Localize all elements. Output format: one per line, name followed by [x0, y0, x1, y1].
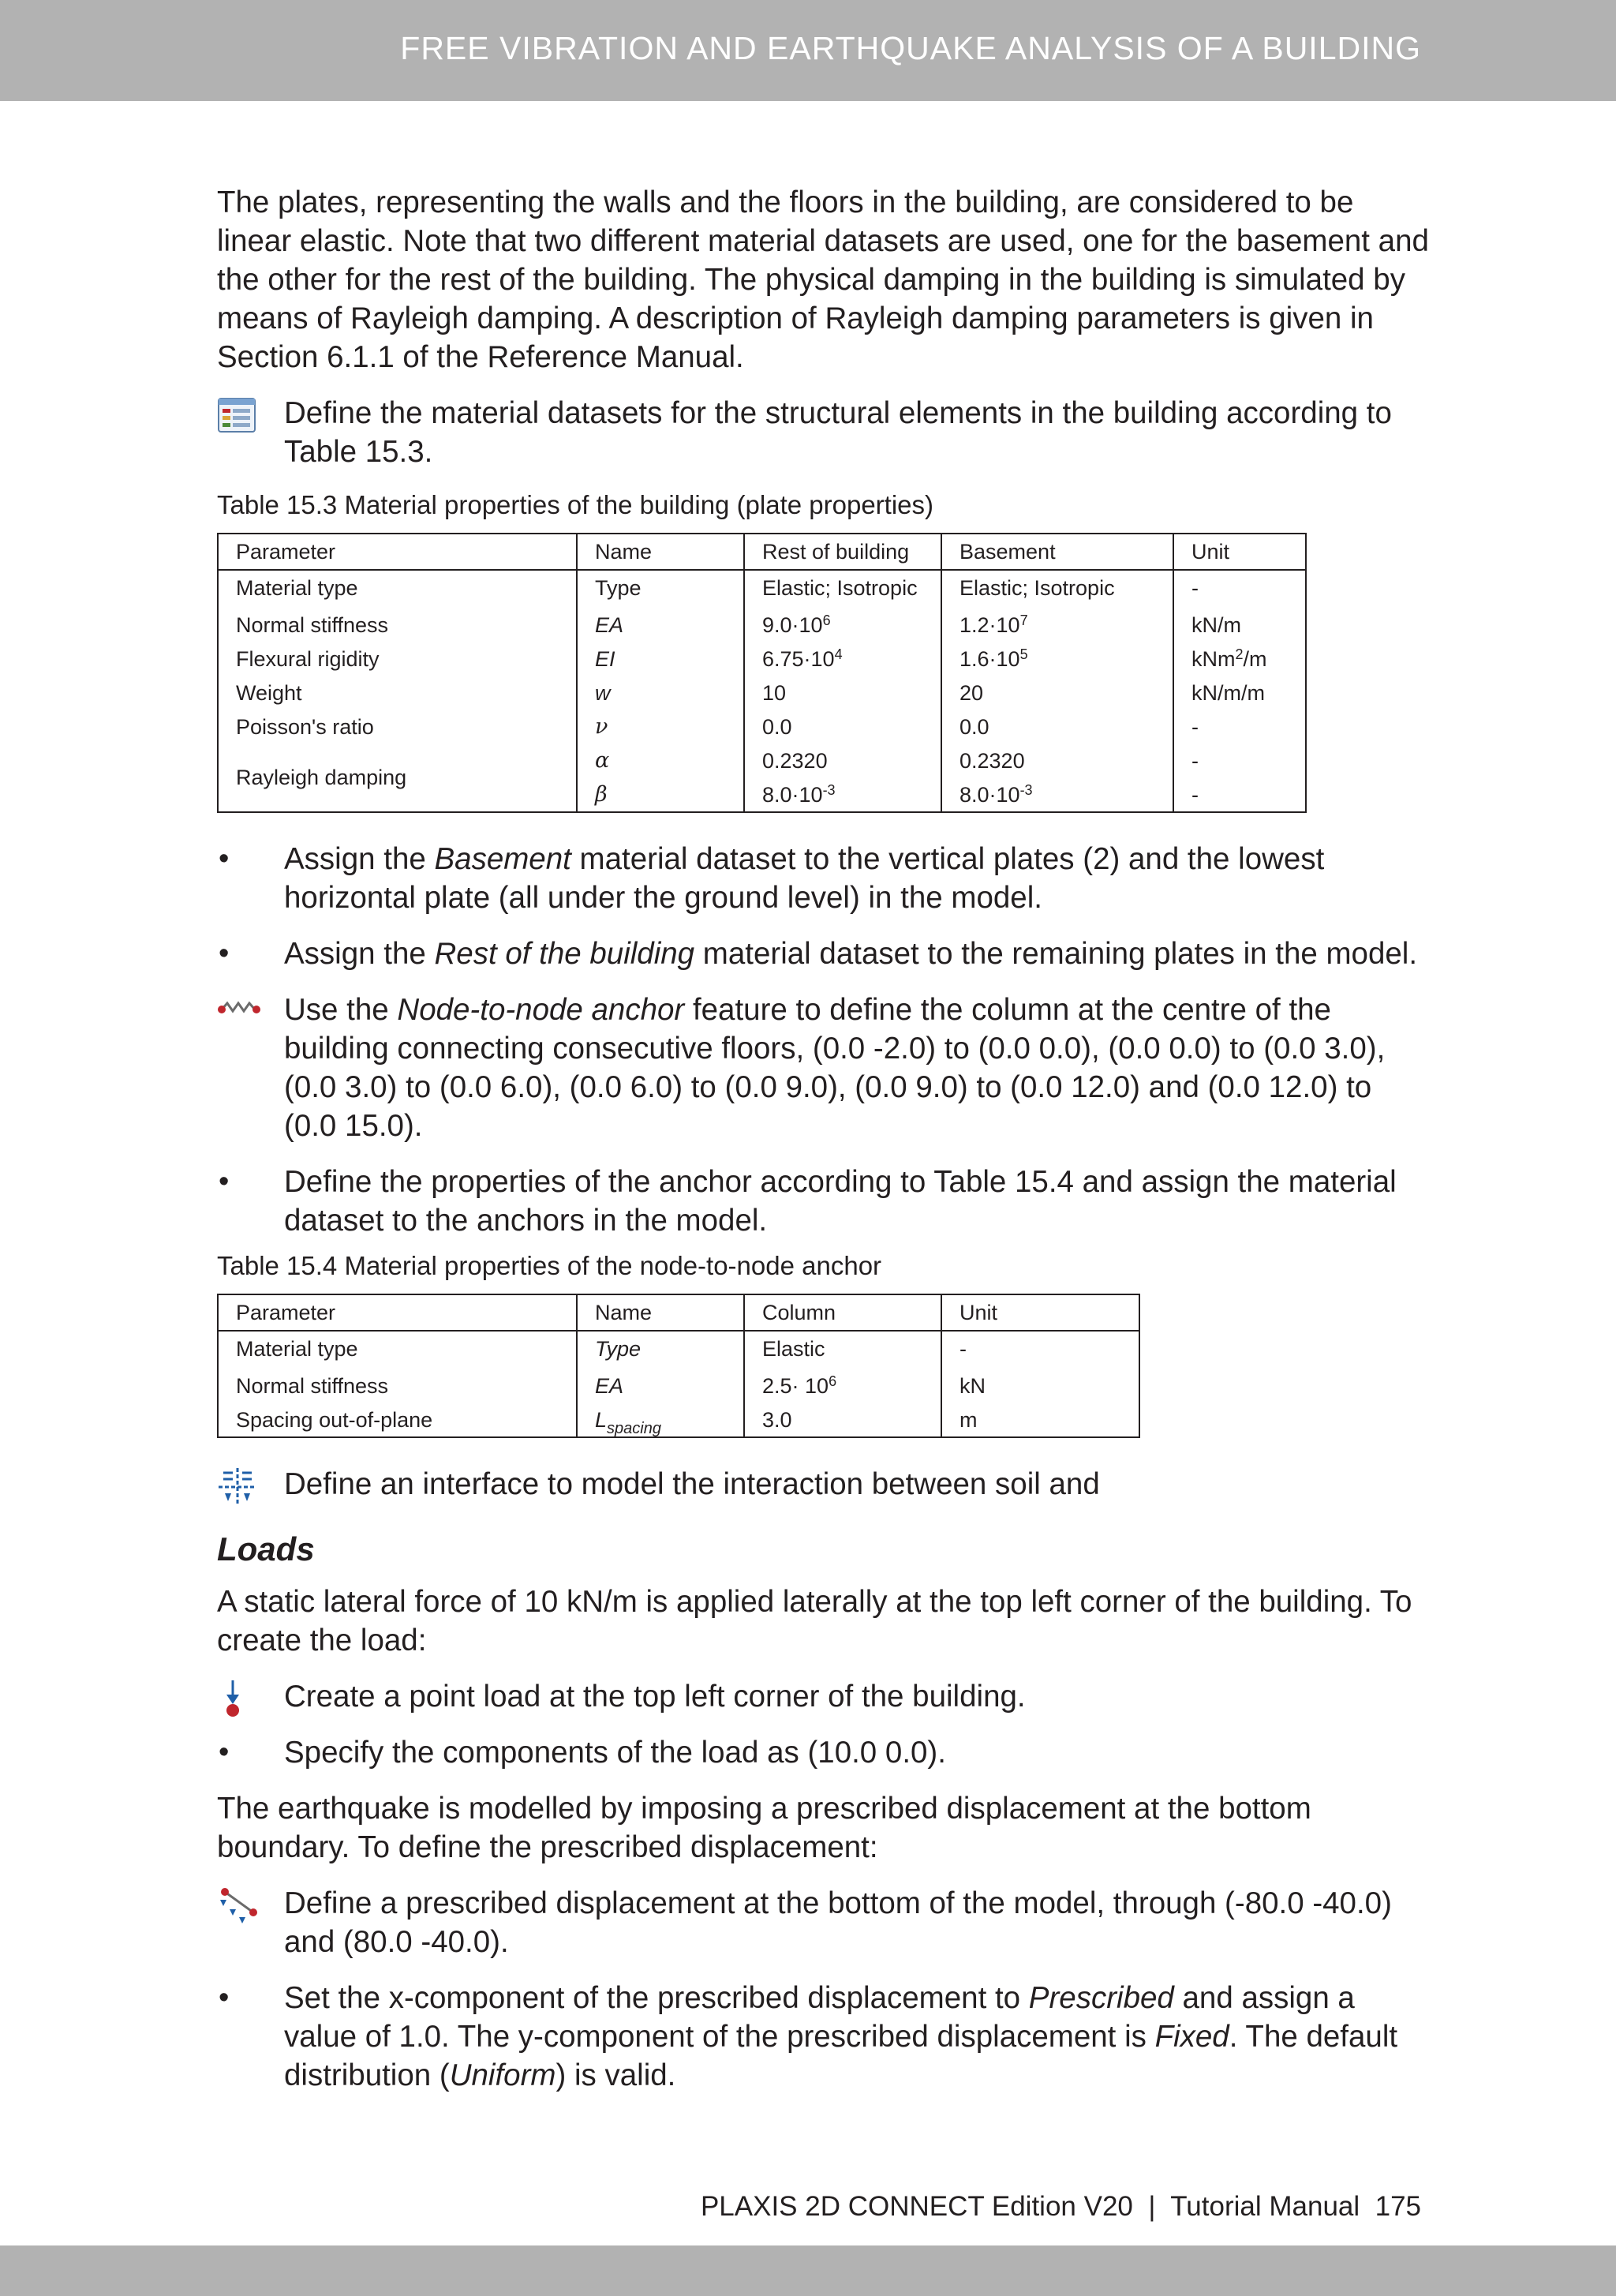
col-name: Name [577, 1294, 744, 1331]
cell-basement: Elastic; Isotropic [941, 570, 1173, 605]
prescribed-displacement-icon [217, 1886, 264, 1922]
table-header-row [218, 1294, 1139, 1331]
cell-name: α [577, 743, 744, 777]
cell-unit: - [1191, 782, 1199, 807]
table-header-row [218, 534, 1306, 570]
cell-basement: 0.0 [941, 710, 1173, 743]
bullet-anchor-props: • Define the properties of the anchor according to Table 15.4 and assign the material dataset to the anchors in the model. [217, 1163, 1432, 1240]
cell-parameter: Material type [218, 570, 577, 605]
step-define-materials [217, 394, 1432, 471]
step-define-materials-text: Define the material datasets for the structural elements in the building according to Table 15.3. [284, 396, 1392, 469]
material-sets-icon [217, 395, 264, 432]
cell-name: Type [577, 570, 744, 605]
cell-name: w [577, 676, 744, 710]
bullet-x-component: • Set the x-component of the prescribed displacement to Prescribed and assign a value of 1.0. The y-component of the prescribed displacement is Fixed. The default distribution (Uniform) is valid. [217, 1979, 1432, 2095]
cell-unit: kN/m/m [1191, 680, 1265, 705]
cell-unit: - [1191, 714, 1199, 739]
table-row [218, 1365, 1139, 1403]
section-title-loads: Loads [217, 1530, 315, 1567]
cell-rest: 0.0 [744, 710, 941, 743]
header-bar [0, 0, 1616, 101]
table-row [218, 676, 1306, 710]
cell-name: $L_{spacing}$ [577, 1403, 744, 1437]
table-row [218, 710, 1306, 743]
table-15-4-caption: Table 15.4 Material properties of the node-to-node anchor [217, 1251, 882, 1280]
point-load-icon [217, 1679, 264, 1715]
bullet-components: • Specify the components of the load as (10.0 0.0). [217, 1733, 1432, 1772]
bullet-icon: • [219, 937, 230, 970]
cell-name: ν [577, 710, 744, 743]
cell-unit: kNm$^2$/m [1191, 646, 1267, 671]
earthquake-intro: The earthquake is modelled by imposing a prescribed displacement at the bottom boundary. To define the prescribed displacement: [217, 1792, 1311, 1864]
cell-name: EI [577, 642, 744, 676]
cell-column: Elastic [744, 1331, 941, 1365]
page-footer: PLAXIS 2D CONNECT Edition V20 | Tutorial Manual 175 [700, 2191, 1421, 2222]
table-row [218, 570, 1306, 605]
cell-column: 3.0 [744, 1403, 941, 1437]
col-unit: Unit [941, 1294, 1139, 1331]
cell-unit: m [960, 1407, 978, 1432]
col-basement: Basement [941, 534, 1173, 570]
step-point-load: Create a point load at the top left corner of the building. [217, 1677, 1432, 1716]
cell-parameter: Normal stiffness [218, 605, 577, 642]
cell-parameter: Normal stiffness [218, 1365, 577, 1403]
table-row [218, 642, 1306, 676]
table-row [218, 1331, 1139, 1365]
col-column: Column [744, 1294, 941, 1331]
cell-unit: kN [960, 1373, 986, 1398]
cell-basement: $1.2\cdot 10^7$ [941, 605, 1173, 642]
node-to-node-anchor-icon [217, 992, 264, 1028]
cell-parameter: Weight [218, 676, 577, 710]
cell-parameter: Poisson's ratio [218, 710, 577, 743]
cell-column: $2.5\cdot 10^6$ [744, 1365, 941, 1403]
table-15-3-caption: Table 15.3 Material properties of the building (plate properties) [217, 490, 934, 519]
cell-rest: $8.0\cdot 10^{-3}$ [744, 777, 941, 812]
loads-intro: A static lateral force of 10 kN/m is applied laterally at the top left corner of the building. To create the load: [217, 1585, 1412, 1657]
cell-unit: - [960, 1336, 967, 1361]
cell-name: β [577, 777, 744, 812]
table-row [218, 1403, 1139, 1437]
cell-basement: 20 [941, 676, 1173, 710]
cell-basement: $8.0\cdot 10^{-3}$ [941, 777, 1173, 812]
cell-rest: $9.0\cdot 10^6$ [744, 605, 941, 642]
cell-basement: 0.2320 [941, 743, 1173, 777]
table-15-3 [217, 533, 1307, 813]
col-unit: Unit [1173, 534, 1306, 570]
col-parameter: Parameter [218, 1294, 577, 1331]
cell-parameter: Flexural rigidity [218, 642, 577, 676]
page-content [217, 183, 1432, 2112]
cell-name: EA [577, 605, 744, 642]
interface-icon [217, 1466, 264, 1503]
cell-parameter: Spacing out-of-plane [218, 1403, 577, 1437]
bullet-basement: • Assign the Basement material dataset to the vertical plates (2) and the lowest horizontal plate (all under the ground level) in the model. [217, 840, 1432, 917]
cell-basement: $1.6\cdot 10^5$ [941, 642, 1173, 676]
bullet-icon: • [219, 842, 230, 875]
bullet-icon: • [219, 1981, 230, 2014]
cell-unit: kN/m [1191, 612, 1241, 637]
cell-unit: - [1191, 748, 1199, 773]
col-parameter: Parameter [218, 534, 577, 570]
table-row [218, 743, 1306, 777]
bullet-rest: • Assign the Rest of the building material dataset to the remaining plates in the model. [217, 935, 1432, 973]
intro-paragraph: The plates, representing the walls and the floors in the building, are considered to be linear elastic. Note that two different material datasets are used, one for the basement and the other for the rest of the building. The physical damping in the building is simulated by means of Rayleigh damping. A description of Rayleigh damping parameters is given in Section 6.1.1 of the Reference Manual. [217, 185, 1429, 374]
col-name: Name [577, 534, 744, 570]
cell-rest: Elastic; Isotropic [744, 570, 941, 605]
running-header: FREE VIBRATION AND EARTHQUAKE ANALYSIS OF A BUILDING [400, 30, 1421, 66]
cell-rest: 10 [744, 676, 941, 710]
step-interface: Define an interface to model the interaction between soil and [217, 1465, 1432, 1504]
cell-parameter: Rayleigh damping [218, 743, 577, 812]
table-15-4 [217, 1294, 1140, 1438]
bullet-icon: • [219, 1165, 230, 1198]
cell-name: Type [577, 1331, 744, 1365]
bullet-icon: • [219, 1736, 230, 1769]
cell-rest: 0.2320 [744, 743, 941, 777]
cell-rest: $6.75\cdot 10^4$ [744, 642, 941, 676]
step-prescribed: Define a prescribed displacement at the bottom of the model, through (-80.0 -40.0) and (80.0 -40.0). [217, 1884, 1432, 1961]
step-anchor: Use the Node-to-node anchor feature to define the column at the centre of the building connecting consecutive floors, (0.0 -2.0) to (0.0 0.0), (0.0 0.0) to (0.0 3.0), (0.0 3.0) to (0.0 6.0), (0.0 6.0) to (0.0 9.0), (0.0 9.0) to (0.0 12.0) and (0.0 12.0) to (0.0 15.0). [217, 991, 1432, 1145]
footer-bar [0, 2245, 1616, 2296]
col-rest-of-building: Rest of building [744, 534, 941, 570]
table-row [218, 605, 1306, 642]
cell-name: EA [577, 1365, 744, 1403]
cell-unit: - [1191, 575, 1199, 600]
cell-parameter: Material type [218, 1331, 577, 1365]
